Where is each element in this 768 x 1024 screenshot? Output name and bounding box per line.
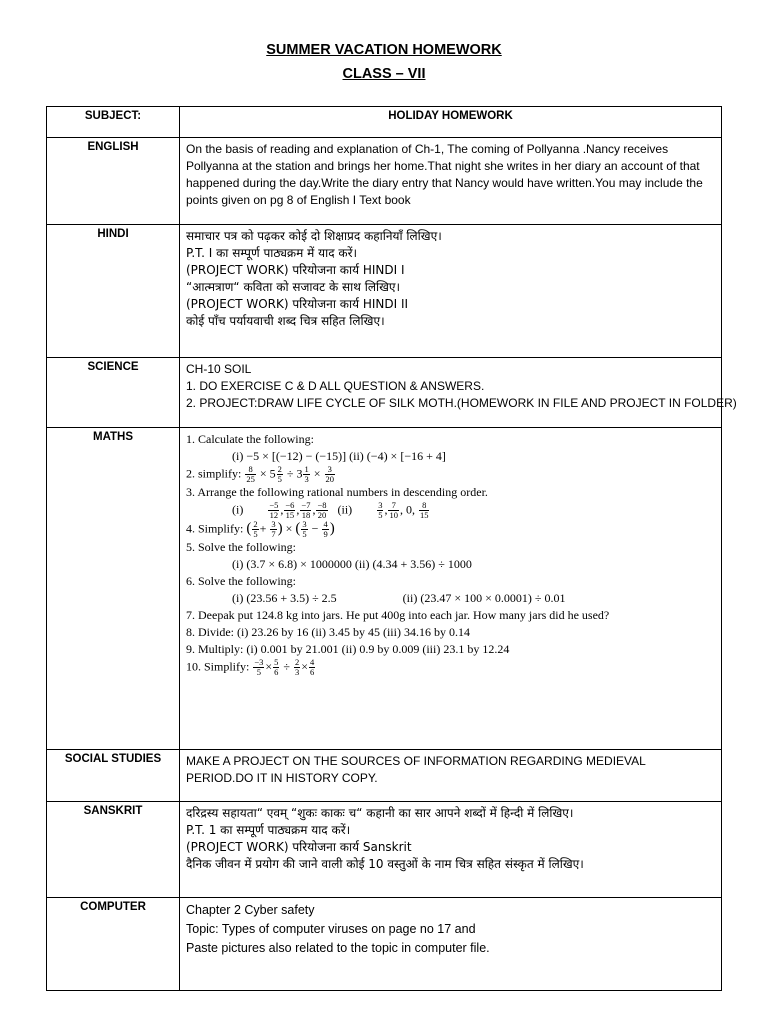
subject-computer: COMPUTER [47, 898, 180, 991]
computer-line: Paste pictures also related to the topic in computer file. [186, 941, 490, 955]
sanskrit-line: दरिद्रस्य सहायता“ एवम् “शुकः काकः च“ कहानी का सार आपने शब्दों में हिन्दी में लिखिए। [186, 806, 574, 820]
maths-q2-label: 2. simplify: [186, 466, 242, 481]
computer-line: Chapter 2 Cyber safety [186, 903, 315, 917]
document-title: SUMMER VACATION HOMEWORK [266, 42, 502, 58]
maths-q3-i-label: (i) [232, 502, 244, 517]
hindi-line: कोई पाँच पर्यायवाची शब्द चित्र सहित लिखिए। [186, 314, 385, 328]
maths-q2: 2. simplify: $\frac{8}{25}$ × 5 $\frac{2}{5}$ ÷ 3 $\frac{1}{3}$ × $\frac{3}{20}$ [186, 464, 334, 484]
hindi-line: (PROJECT WORK) परियोजना कार्य HINDI I [186, 263, 405, 277]
maths-q9: 9. Multiply: (i) 0.001 by 21.001 (ii) 0.9 by 0.009 (iii) 23.1 by 12.24 [186, 642, 510, 656]
table-row-sanskrit [47, 802, 722, 898]
maths-q1-parts: (i) −5 × [(−12) − (−15)] (ii) (−4) × [−16 + 4] [232, 449, 446, 463]
subject-maths: MATHS [47, 428, 180, 750]
maths-q6: 6. Solve the following: [186, 574, 296, 588]
subject-column-header: SUBJECT: [47, 107, 180, 138]
hindi-line: P.T. I का सम्पूर्ण पाठ्यक्रम में याद करें। [186, 246, 358, 260]
maths-q3-ii-label: (ii) [337, 502, 353, 517]
hindi-line: (PROJECT WORK) परियोजना कार्य HINDI II [186, 297, 409, 311]
subject-social-studies: SOCIAL STUDIES [47, 750, 180, 802]
table-row-hindi [47, 225, 722, 358]
english-text: On the basis of reading and explanation of Ch-1, The coming of Pollyanna .Nancy receives Pollyanna at the station and brings her home.That night she writes in her diary an account of that happened during the day.Write the diary entry that Nancy would have written.You may include the points given on pg 8 of English I Text book [186, 142, 703, 207]
maths-q4: 4. Simplify: ( $\frac{2}{5}$ + $\frac{3}{7}$ ) × ( $\frac{3}{5}$ − $\frac{4}{9}$ ) [186, 519, 335, 539]
hindi-line: “आत्मत्राण“ कविता को सजावट के साथ लिखिए। [186, 280, 401, 294]
sanskrit-line: P.T. 1 का सम्पूर्ण पाठ्यक्रम याद करें। [186, 823, 351, 837]
science-line: CH-10 SOIL [186, 362, 252, 376]
maths-q8: 8. Divide: (i) 23.26 by 16 (ii) 3.45 by 45 (iii) 34.16 by 0.14 [186, 625, 470, 639]
table-row-social-studies [47, 750, 722, 802]
sanskrit-homework [180, 802, 722, 898]
table-row-computer [47, 898, 722, 991]
english-homework [180, 138, 722, 225]
social-studies-text: MAKE A PROJECT ON THE SOURCES OF INFORMATION REGARDING MEDIEVAL PERIOD.DO IT IN HISTORY COPY. [186, 754, 646, 785]
sanskrit-line: (PROJECT WORK) परियोजना कार्य Sanskrit [186, 840, 412, 854]
computer-line: Topic: Types of computer viruses on page no 17 and [186, 922, 476, 936]
table-row-science [47, 358, 722, 428]
maths-q5: 5. Solve the following: [186, 540, 296, 554]
subject-science: SCIENCE [47, 358, 180, 428]
table-header-row [47, 107, 722, 138]
social-studies-homework [180, 750, 722, 802]
maths-q10: 10. Simplify: $\frac{-3}{5}$ × $\frac{5}{6}$ ÷ $\frac{2}{3}$ × $\frac{4}{6}$ [186, 657, 315, 677]
maths-q5-parts: (i) (3.7 × 6.8) × 1000000 (ii) (4.34 + 3.56) ÷ 1000 [232, 557, 472, 571]
homework-column-header: HOLIDAY HOMEWORK [180, 107, 722, 138]
maths-q3-items: (i) $\frac{-5}{12}$ , $\frac{-6}{15}$ , $\frac{-7}{18}$ , $\frac{-8}{20}$ (ii) $\frac{3}{5}$ , $\frac{7}{10}$ , 0, $\frac{8}{15}$ [232, 500, 429, 520]
table-row-maths [47, 428, 722, 750]
sanskrit-line: दैनिक जीवन में प्रयोग की जाने वाली कोई 10 वस्तुओं के नाम चित्र सहित संस्कृत में लिखिए। [186, 857, 584, 871]
hindi-homework [180, 225, 722, 358]
maths-q6-parts [186, 590, 715, 607]
homework-table [46, 106, 737, 991]
maths-q7: 7. Deepak put 124.8 kg into jars. He put 400g into each jar. How many jars did he used? [186, 608, 610, 622]
subject-sanskrit: SANSKRIT [47, 802, 180, 898]
maths-q10-label: 10. Simplify: [186, 659, 250, 674]
maths-q4-label: 4. Simplify: [186, 521, 244, 536]
class-heading: CLASS – VII [342, 66, 426, 82]
subject-hindi: HINDI [47, 225, 180, 358]
hindi-line: समाचार पत्र को पढ़कर कोई दो शिक्षाप्रद कहानियाँ लिखिए। [186, 229, 442, 243]
computer-homework [180, 898, 722, 991]
maths-q1: 1. Calculate the following: [186, 432, 314, 446]
science-line: 1. DO EXERCISE C & D ALL QUESTION & ANSWERS. [186, 379, 485, 393]
maths-q6-part-i: (i) (23.56 + 3.5) ÷ 2.5 [232, 591, 337, 605]
table-row-english [47, 138, 722, 225]
maths-homework [180, 428, 722, 750]
science-homework [180, 358, 737, 428]
subject-english: ENGLISH [47, 138, 180, 225]
maths-q3: 3. Arrange the following rational numbers in descending order. [186, 485, 488, 499]
maths-q6-part-ii: (ii) (23.47 × 100 × 0.0001) ÷ 0.01 [402, 591, 566, 605]
science-line: 2. PROJECT:DRAW LIFE CYCLE OF SILK MOTH.(HOMEWORK IN FILE AND PROJECT IN FOLDER) [186, 396, 737, 410]
